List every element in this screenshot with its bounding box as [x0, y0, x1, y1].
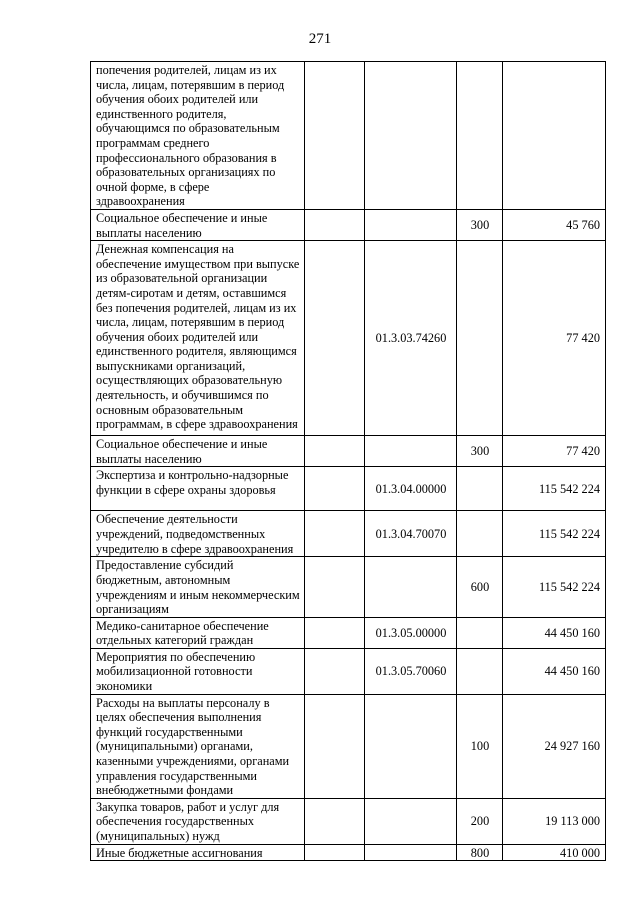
amount: 115 542 224 [503, 511, 606, 557]
empty-cell [305, 648, 365, 694]
empty-cell [305, 241, 365, 436]
amount: 44 450 160 [503, 648, 606, 694]
amount: 115 542 224 [503, 467, 606, 511]
expense-type [457, 467, 503, 511]
empty-cell [305, 511, 365, 557]
table-row [91, 798, 606, 844]
expense-type [457, 62, 503, 210]
expense-type [457, 648, 503, 694]
table-row [91, 694, 606, 798]
expense-type: 600 [457, 557, 503, 617]
target-code [365, 798, 457, 844]
expense-name: Иные бюджетные ассигнования [91, 844, 305, 861]
empty-cell [305, 557, 365, 617]
empty-cell [305, 209, 365, 240]
amount: 19 113 000 [503, 798, 606, 844]
expense-type: 800 [457, 844, 503, 861]
table-row [91, 557, 606, 617]
expense-name: Закупка товаров, работ и услуг для обеспечения государственных (муниципальных) нужд [91, 798, 305, 844]
empty-cell [305, 798, 365, 844]
target-code: 01.3.04.00000 [365, 467, 457, 511]
table-row [91, 844, 606, 861]
expense-type [457, 511, 503, 557]
expense-type: 300 [457, 209, 503, 240]
table-row [91, 511, 606, 557]
budget-table [90, 61, 606, 861]
table-row [91, 648, 606, 694]
expense-name: попечения родителей, лицам из их числа, лицам, потерявшим в период обучения обоих родителей или единственного родителя, обучающимся по образовательным программам среднего профессионального образования в образовательных организациях по очной форме, в сфере здравоохранения [91, 62, 305, 210]
target-code [365, 436, 457, 467]
amount: 77 420 [503, 241, 606, 436]
page-number: 271 [308, 31, 332, 47]
expense-type: 200 [457, 798, 503, 844]
amount: 115 542 224 [503, 557, 606, 617]
target-code [365, 62, 457, 210]
table-row [91, 467, 606, 511]
empty-cell [305, 436, 365, 467]
expense-name: Социальное обеспечение и иные выплаты населению [91, 436, 305, 467]
expense-name: Денежная компенсация на обеспечение имуществом при выпуске из образовательной организации детям-сиротам и детям, оставшимся без попечения родителей, лицам из их числа, лицам, потерявшим в период обучения обоих родителей или единственного родителя, являющимся выпускниками организаций, осуществляющих образовательную деятельность, и обучившимся по основным образовательным программам, в сфере здравоохранения [91, 241, 305, 436]
expense-type [457, 617, 503, 648]
empty-cell [305, 467, 365, 511]
expense-name: Экспертиза и контрольно-надзорные функции в сфере охраны здоровья [91, 467, 305, 511]
empty-cell [305, 844, 365, 861]
target-code: 01.3.05.00000 [365, 617, 457, 648]
target-code [365, 844, 457, 861]
expense-type [457, 241, 503, 436]
table-row [91, 209, 606, 240]
amount: 410 000 [503, 844, 606, 861]
table-row [91, 62, 606, 210]
expense-name: Социальное обеспечение и иные выплаты населению [91, 209, 305, 240]
amount: 77 420 [503, 436, 606, 467]
target-code: 01.3.03.74260 [365, 241, 457, 436]
target-code: 01.3.04.70070 [365, 511, 457, 557]
expense-name: Медико-санитарное обеспечение отдельных категорий граждан [91, 617, 305, 648]
target-code: 01.3.05.70060 [365, 648, 457, 694]
expense-name: Обеспечение деятельности учреждений, подведомственных учредителю в сфере здравоохранения [91, 511, 305, 557]
amount: 44 450 160 [503, 617, 606, 648]
empty-cell [305, 694, 365, 798]
table-row [91, 436, 606, 467]
expense-type: 300 [457, 436, 503, 467]
amount: 45 760 [503, 209, 606, 240]
target-code [365, 694, 457, 798]
amount [503, 62, 606, 210]
expense-name: Предоставление субсидий бюджетным, автономным учреждениям и иным некоммерческим организациям [91, 557, 305, 617]
target-code [365, 209, 457, 240]
target-code [365, 557, 457, 617]
empty-cell [305, 617, 365, 648]
table-row [91, 241, 606, 436]
expense-name: Расходы на выплаты персоналу в целях обеспечения выполнения функций государственными (муниципальными) органами, казенными учреждениями, органами управления государственными внебюджетными фондами [91, 694, 305, 798]
expense-name: Мероприятия по обеспечению мобилизационной готовности экономики [91, 648, 305, 694]
expense-type: 100 [457, 694, 503, 798]
table-row [91, 617, 606, 648]
amount: 24 927 160 [503, 694, 606, 798]
empty-cell [305, 62, 365, 210]
